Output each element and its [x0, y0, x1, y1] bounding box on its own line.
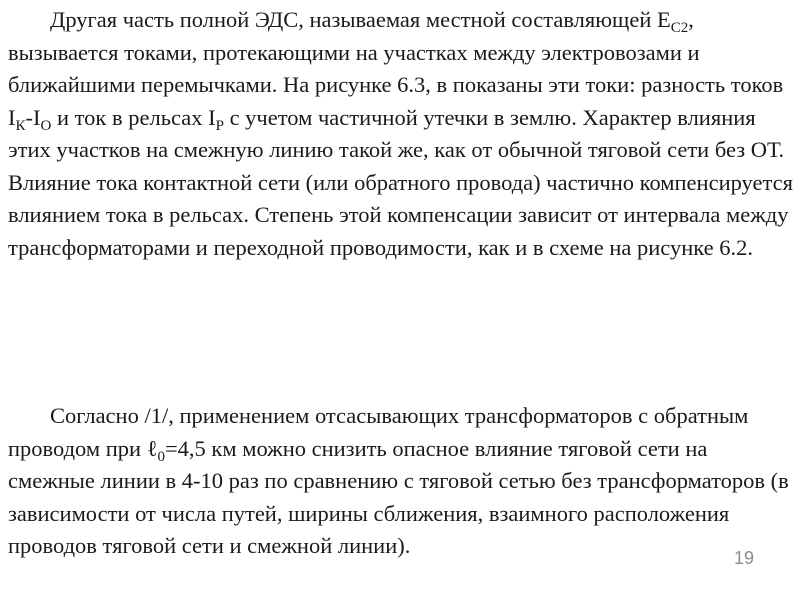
- page-number: 19: [734, 548, 755, 568]
- text-segment: с учетом частичной утечки в землю. Характер влияния этих участков на смежную линию такой же, как от обычной тяговой сети без ОТ. Влияние тока контактной сети (или обратного провода) частично компенсируется влиянием тока в рельсах. Степень этой компенсации зависит от интервала между трансформаторами и переходной проводимости, как и в схеме на рисунке 6.2.: [8, 104, 793, 260]
- text-segment: Согласно /1/, применением отсасывающих трансформаторов с обратным проводом при ℓ: [8, 403, 749, 461]
- paragraph-local-component: [8, 4, 794, 264]
- text-segment: =4,5 км можно снизить опасное влияние тяговой сети на смежные линии в 4-10 раз по сравнению с тяговой сетью без трансформаторов (в зависимости от числа путей, ширины сближения, взаимного расположения проводов тяговой сети и смежной линии).: [8, 435, 789, 558]
- subscript: О: [40, 117, 52, 134]
- text-segment: -I: [25, 104, 41, 130]
- subscript: Р: [215, 117, 224, 134]
- subscript: К: [15, 117, 26, 134]
- text-segment: Другая часть полной ЭДС, называемая местной составляющей Е: [50, 7, 671, 32]
- text-segment: и ток в рельсах I: [51, 104, 216, 130]
- subscript: С2: [670, 20, 689, 36]
- subscript: 0: [157, 448, 165, 465]
- text-segment: , вызывается токами, протекающими на участках между электровозами и ближайшими перемычками. На рисунке 6.3, в показаны эти токи: разность токов I: [8, 7, 784, 130]
- paragraph-transformers-effect: [8, 400, 794, 563]
